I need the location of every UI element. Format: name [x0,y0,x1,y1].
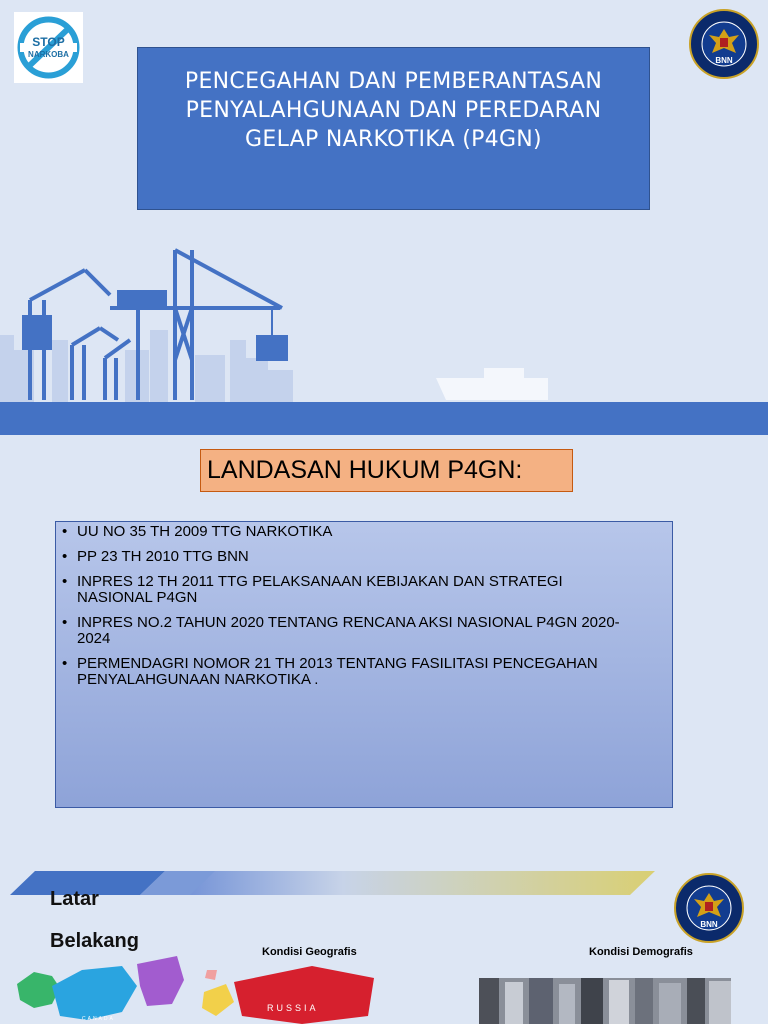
list-item: • UU NO 35 TH 2009 TTG NARKOTIKA [60,524,662,540]
crowd-photo [479,978,731,1024]
title-line: PENYALAHGUNAAN DAN PEREDARAN [185,98,602,123]
demography-label: Kondisi Demografis [589,946,693,958]
stop-narkoba-icon [14,12,83,83]
title-line: GELAP NARKOTIKA (P4GN) [245,127,542,152]
geography-label: Kondisi Geografis [262,946,357,958]
page-title [137,47,650,210]
svg-text:BNN: BNN [715,56,733,65]
legal-basis-heading: LANDASAN HUKUM P4GN: [200,449,573,492]
list-item: • INPRES NO.2 TAHUN 2020 TENTANG RENCANA AKSI NASIONAL P4GN 2020- 2024 [60,615,662,647]
svg-text:RUSSIA: RUSSIA [267,1003,319,1013]
svg-text:NARKOBA: NARKOBA [28,50,69,59]
world-map-image [12,956,377,1024]
stop-narkoba-logo [14,12,83,83]
garuda-emblem-icon [691,11,757,77]
svg-text:CANADA: CANADA [82,1016,115,1022]
legal-basis-list [55,521,673,808]
title-line: PENCEGAHAN DAN PEMBERANTASAN [184,69,603,94]
bnn-logo-bottom [674,873,744,943]
harbor-illustration [0,240,768,435]
svg-text:BNN: BNN [700,920,718,929]
garuda-emblem-icon [676,875,742,941]
svg-text:STOP: STOP [32,35,65,49]
background-section-title: Latar Belakang [50,888,139,952]
list-item: • INPRES 12 TH 2011 TTG PELAKSANAAN KEBIJAKAN DAN STRATEGI NASIONAL P4GN [60,574,662,606]
bnn-logo [689,9,759,79]
list-item: • PERMENDAGRI NOMOR 21 TH 2013 TENTANG FASILITASI PENCEGAHAN PENYALAHGUNAAN NARKOTIKA . [60,656,662,688]
list-item: • PP 23 TH 2010 TTG BNN [60,549,662,565]
